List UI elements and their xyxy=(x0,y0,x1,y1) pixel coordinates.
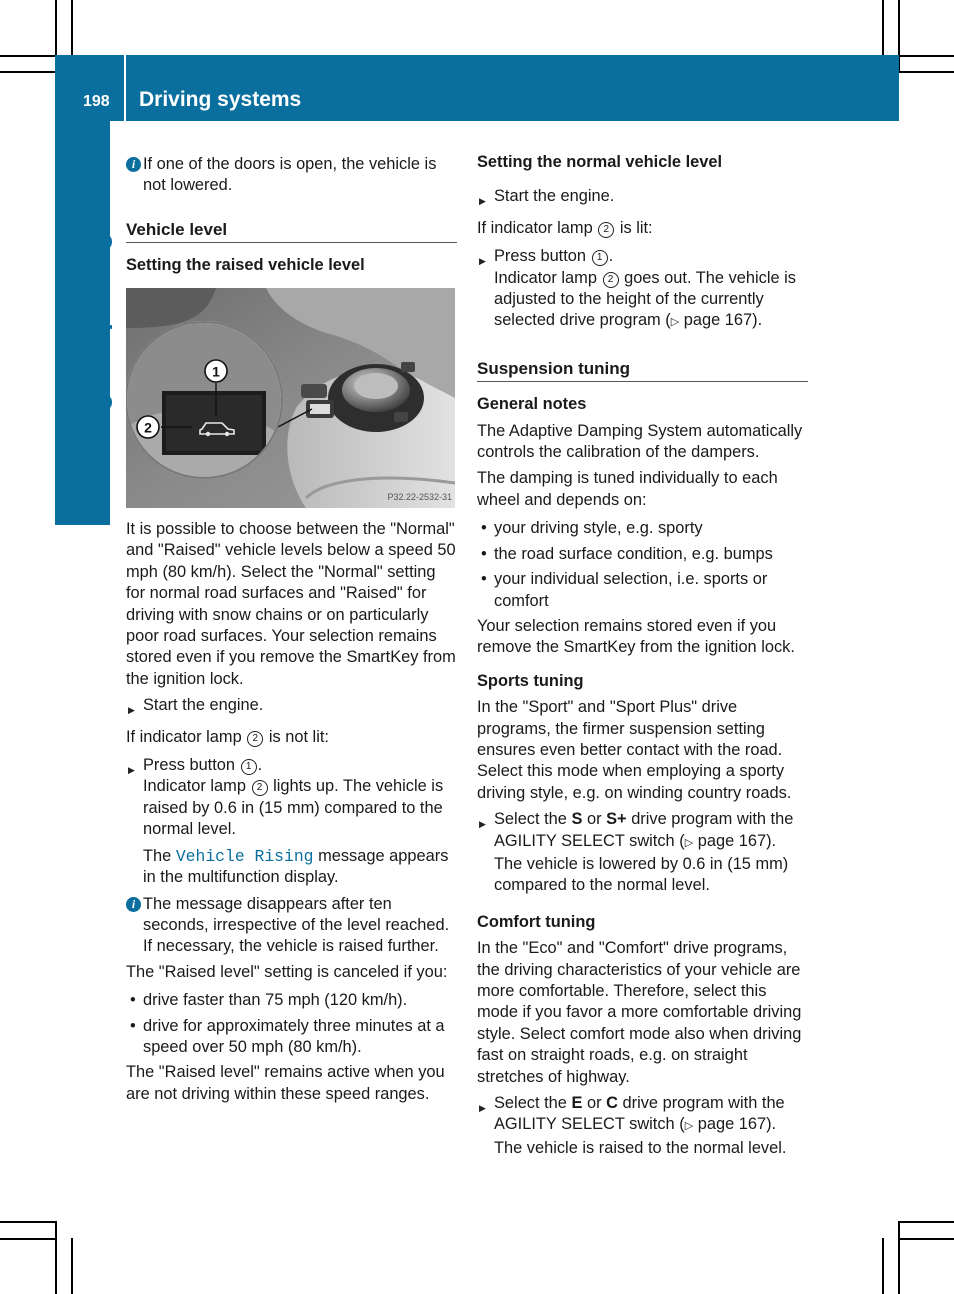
header-divider xyxy=(124,55,126,121)
crop-mark xyxy=(71,0,73,55)
page-ref-arrow-icon: ▷ xyxy=(670,316,680,329)
info-note-text: If one of the doors is open, the vehicle is not lowered. xyxy=(143,155,437,195)
console-illustration xyxy=(126,288,455,508)
sports-paragraph: In the "Sport" and "Sport Plus" drive programs, the firmer suspension setting ensures even better contact with the road. Select this mode when employing a sporty driving style, e.g. on winding country roads. xyxy=(477,698,792,802)
info-note xyxy=(126,894,457,958)
result-text: Indicator lamp xyxy=(494,268,597,287)
subsection-heading: Setting the normal vehicle level xyxy=(477,153,723,171)
step-text: . xyxy=(257,756,263,775)
result-text: lights up. The vehicle is raised by 0.6 in (15 mm) compared to the normal level. xyxy=(143,777,444,839)
step-text: Select the xyxy=(494,1094,567,1113)
callout-2: 2 xyxy=(144,419,152,436)
crop-mark xyxy=(899,1238,954,1240)
crop-mark xyxy=(899,1221,954,1223)
step-text: Press button xyxy=(494,247,587,266)
cancel-intro: The "Raised level" setting is canceled if you: xyxy=(126,962,448,981)
list-item: • drive for approximately three minutes at a speed over 50 mph (80 km/h). xyxy=(126,1016,457,1059)
result-text: goes out. The vehicle is adjusted to the height of the currently selected drive program ( xyxy=(494,268,796,330)
step-result xyxy=(126,776,457,840)
chapter-tab-label: Driving and parking xyxy=(82,233,113,487)
page-ref-arrow-icon: ▷ xyxy=(684,836,694,849)
step-text: . xyxy=(608,247,614,266)
comfort-paragraph: In the "Eco" and "Comfort" drive programs, the driving characteristics of your vehicle are more comfortable. Therefore, select this mode if you favor a more comfortable driving style. Select comfort mode also when driving fast on straight roads, e.g. on straight stretches of highway. xyxy=(477,939,802,1086)
display-message: Vehicle Rising xyxy=(175,846,314,866)
crop-mark xyxy=(899,55,954,57)
crop-mark xyxy=(0,1238,55,1240)
step-select-sport xyxy=(477,809,808,854)
drive-program-s: S xyxy=(571,810,583,829)
stored-paragraph: Your selection remains stored even if you remove the SmartKey from the ignition lock. xyxy=(477,616,795,657)
display-message-note xyxy=(126,846,457,889)
crop-mark xyxy=(71,1238,73,1294)
drive-program-c: C xyxy=(606,1094,618,1113)
step-text: drive program with the AGILITY SELECT switch ( xyxy=(494,1094,785,1134)
left-column xyxy=(126,154,457,277)
crop-mark xyxy=(0,71,55,73)
condition-text: If indicator lamp xyxy=(477,218,593,237)
step-text: Start the engine. xyxy=(143,696,264,715)
remains-paragraph: The "Raised level" remains active when you are not driving within these speed ranges. xyxy=(126,1063,445,1103)
info-note-text: The message disappears after ten seconds, irrespective of the level reached. If necessary, the vehicle is raised further. xyxy=(143,894,450,956)
condition-text: is not lit: xyxy=(268,727,329,746)
step-start-engine xyxy=(126,695,457,716)
result-text: Indicator lamp xyxy=(143,777,246,796)
left-column-body xyxy=(126,519,457,1105)
step-start-engine xyxy=(477,186,808,207)
condition-text: is lit: xyxy=(619,218,653,237)
figure-code: P32.22-2532-31 xyxy=(387,492,452,502)
subsection-heading: Comfort tuning xyxy=(477,912,596,931)
callout-1-inline: 1 xyxy=(241,759,257,775)
condition-not-lit xyxy=(126,727,457,748)
step-text: Select the xyxy=(494,810,567,829)
drive-program-s-plus: S+ xyxy=(606,810,627,829)
step-result xyxy=(477,268,808,334)
info-icon: i xyxy=(126,897,141,912)
general-paragraph-1: The Adaptive Damping System automatically controls the calibration of the dampers. xyxy=(477,421,803,462)
step-text: Press button xyxy=(143,756,236,775)
page-reference-link[interactable]: page 167). xyxy=(683,311,763,330)
page-reference-link[interactable]: page 167). xyxy=(697,1115,777,1134)
crop-mark xyxy=(0,1221,55,1223)
crop-mark xyxy=(55,1221,57,1294)
page-ref-arrow-icon: ▷ xyxy=(684,1120,694,1133)
step-press-button xyxy=(126,755,457,776)
page-reference-link[interactable]: page 167). xyxy=(697,831,777,850)
info-note xyxy=(126,154,457,197)
list-item: • your driving style, e.g. sporty xyxy=(477,518,808,539)
step-press-button xyxy=(477,246,808,267)
callout-2-inline: 2 xyxy=(603,272,619,288)
subsection-heading: Setting the raised vehicle level xyxy=(126,256,365,275)
section-heading: Suspension tuning xyxy=(477,358,808,382)
callout-1-inline: 1 xyxy=(592,250,608,266)
console-photo xyxy=(126,288,455,508)
page-number: 198 xyxy=(83,93,110,110)
message-text: message appears in the multifunction display. xyxy=(143,846,449,887)
page-title: Driving systems xyxy=(139,88,302,111)
crop-mark xyxy=(882,1238,884,1294)
list-item: • your individual selection, i.e. sports or comfort xyxy=(477,569,808,612)
right-column xyxy=(477,152,808,1159)
subsection-heading: Sports tuning xyxy=(477,671,584,690)
callout-2-inline: 2 xyxy=(252,780,268,796)
step-result: The vehicle is raised to the normal level. xyxy=(494,1138,787,1157)
callout-2-inline: 2 xyxy=(247,731,263,747)
condition-lit xyxy=(477,218,808,239)
step-text: or xyxy=(586,810,602,829)
crop-mark xyxy=(882,0,884,55)
section-heading: Vehicle level xyxy=(126,219,457,243)
general-paragraph-2: The damping is tuned individually to each wheel and depends on: xyxy=(477,469,778,509)
list-item: • the road surface condition, e.g. bumps xyxy=(477,544,808,565)
crop-mark xyxy=(0,55,55,57)
message-text: The xyxy=(143,846,172,865)
step-select-comfort xyxy=(477,1093,808,1138)
condition-text: If indicator lamp xyxy=(126,727,242,746)
step-text: drive program with the AGILITY SELECT switch ( xyxy=(494,810,794,850)
callout-1: 1 xyxy=(212,363,220,380)
subsection-heading: General notes xyxy=(477,395,587,414)
list-item: • drive faster than 75 mph (120 km/h). xyxy=(126,990,457,1011)
callout-2-inline: 2 xyxy=(598,222,614,238)
intro-paragraph: It is possible to choose between the "Normal" and "Raised" vehicle levels below a speed 50 mph (80 km/h). Select the "Normal" setting for normal road surfaces and "Raised" for driving with snow chains or on particularly poor road surfaces. Your selection remains stored even if you remove the SmartKey from the ignition lock. xyxy=(126,520,456,688)
drive-program-e: E xyxy=(571,1094,583,1113)
step-text: or xyxy=(586,1094,602,1113)
step-text: Start the engine. xyxy=(494,187,615,206)
crop-mark xyxy=(899,71,954,73)
step-result: The vehicle is lowered by 0.6 in (15 mm) compared to the normal level. xyxy=(494,854,789,895)
crop-mark xyxy=(898,1221,900,1294)
info-icon: i xyxy=(126,157,141,172)
